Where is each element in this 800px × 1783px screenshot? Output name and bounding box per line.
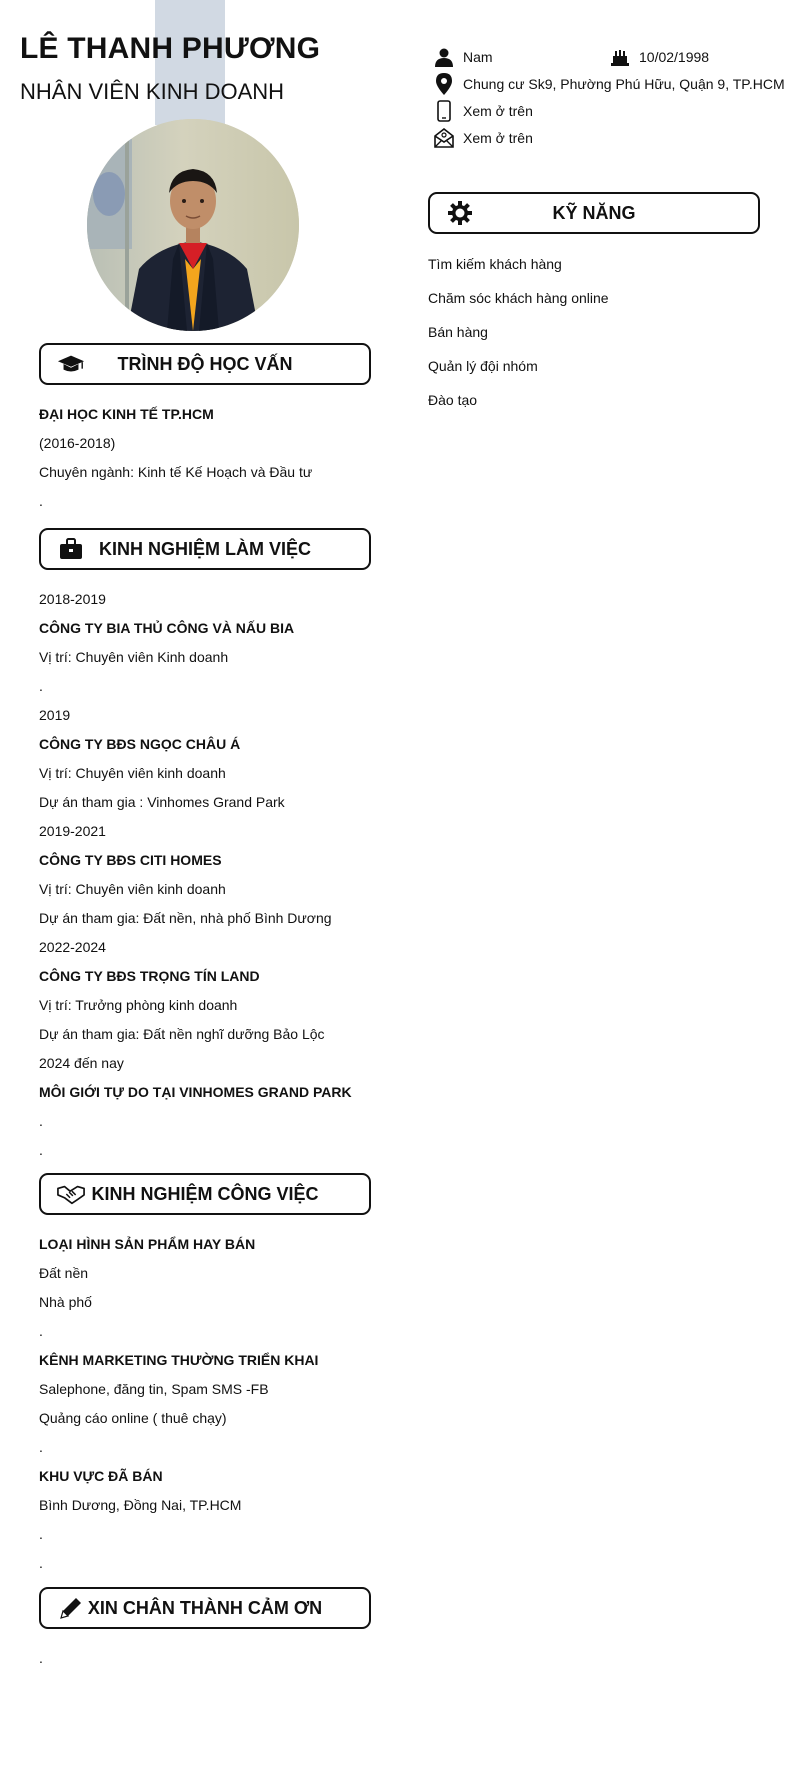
line-text: Bình Dương, Đồng Nai, TP.HCM [39,1497,242,1513]
line-separator: . [39,1113,43,1129]
contact-address [433,73,785,95]
handshake-icon [57,1182,85,1206]
line-separator: . [39,1323,43,1339]
skill-item: Quản lý đội nhóm [428,358,538,374]
line-text: Vị trí: Trưởng phòng kinh doanh [39,997,238,1013]
cake-icon [609,46,631,68]
candidate-name: LÊ THANH PHƯƠNG [20,32,321,65]
line-text: Chuyên ngành: Kinh tế Kế Hoạch và Đầu tư [39,464,313,480]
line-heading: CÔNG TY BIA THỦ CÔNG VÀ NẤU BIA [39,620,295,636]
contact-birthday [609,46,709,68]
line-heading: KÊNH MARKETING THƯỜNG TRIỂN KHAI [39,1352,319,1368]
education-heading: TRÌNH ĐỘ HỌC VẤN [117,353,293,374]
line-separator: . [39,493,43,509]
closing-section-header [39,1587,371,1629]
graduation-cap-icon [57,352,85,376]
line-heading: LOẠI HÌNH SẢN PHẨM HAY BÁN [39,1236,256,1252]
line-heading: CÔNG TY BĐS NGỌC CHÂU Á [39,736,241,752]
skill-item: Đào tạo [428,392,478,408]
line-text: 2019-2021 [39,823,106,839]
pencil-icon [57,1596,85,1620]
contact-email [433,127,533,149]
line-text: Nhà phố [39,1294,92,1310]
line-text: Dự án tham gia : Vinhomes Grand Park [39,794,285,810]
candidate-job-title: NHÂN VIÊN KINH DOANH [20,79,285,104]
phone-value: Xem ở trên [463,103,533,119]
line-text: Quảng cáo online ( thuê chạy) [39,1410,227,1426]
line-heading: CÔNG TY BĐS CITI HOMES [39,852,222,868]
line-heading: KHU VỰC ĐÃ BÁN [39,1468,163,1484]
envelope-icon [433,127,455,149]
line-text: 2019 [39,707,71,723]
line-separator: . [39,1439,43,1455]
closing-details [39,1644,43,1673]
line-separator: . [39,678,43,694]
experience-details [39,585,352,1165]
line-text: Vị trí: Chuyên viên kinh doanh [39,765,226,781]
user-icon [433,46,455,68]
profile-photo [87,119,299,331]
line-text: Salephone, đăng tin, Spam SMS -FB [39,1381,269,1397]
line-text: (2016-2018) [39,435,116,451]
work-experience-details [39,1230,318,1578]
location-pin-icon [433,73,455,95]
line-heading: CÔNG TY BĐS TRỌNG TÍN LAND [39,968,260,984]
briefcase-icon [57,537,85,561]
line-text: Dự án tham gia: Đất nền, nhà phố Bình Dương [39,910,332,926]
line-heading: MÔI GIỚI TỰ DO TẠI VINHOMES GRAND PARK [39,1084,352,1100]
line-text: Đất nền [39,1265,89,1281]
line-text: 2024 đến nay [39,1055,124,1071]
line-text: Vị trí: Chuyên viên kinh doanh [39,881,226,897]
email-value: Xem ở trên [463,130,533,146]
work-experience-section-header [39,1173,371,1215]
birthday-value: 10/02/1998 [639,49,710,65]
closing-heading: XIN CHÂN THÀNH CẢM ƠN [87,1597,323,1618]
line-separator: . [39,1555,43,1571]
line-text: Vị trí: Chuyên viên Kinh doanh [39,649,229,665]
line-heading: ĐẠI HỌC KINH TẾ TP.HCM [39,406,214,422]
experience-heading: KINH NGHIỆM LÀM VIỆC [98,538,311,559]
skills-heading: KỸ NĂNG [552,202,636,223]
work-experience-heading: KINH NGHIỆM CÔNG VIỆC [91,1183,319,1204]
contact-phone [433,100,533,122]
skills-list [428,250,609,420]
skill-item: Bán hàng [428,324,488,340]
skills-section-header [428,192,760,234]
skill-item: Chăm sóc khách hàng online [428,290,609,306]
line-separator: . [39,1526,43,1542]
line-separator: . [39,1650,43,1666]
contact-gender [433,46,493,68]
line-separator: . [39,1142,43,1158]
education-details [39,400,312,516]
gear-icon [446,201,474,225]
address-value: Chung cư Sk9, Phường Phú Hữu, Quận 9, TP.HCM [463,76,785,92]
line-text: Dự án tham gia: Đất nền nghĩ dưỡng Bảo Lộc [39,1026,325,1042]
profile-photo-illustration [87,119,299,331]
skill-item: Tìm kiếm khách hàng [428,256,562,272]
line-text: 2018-2019 [39,591,106,607]
line-text: 2022-2024 [39,939,106,955]
mobile-phone-icon [433,100,455,122]
experience-section-header [39,528,371,570]
education-section-header [39,343,371,385]
gender-value: Nam [463,49,493,65]
